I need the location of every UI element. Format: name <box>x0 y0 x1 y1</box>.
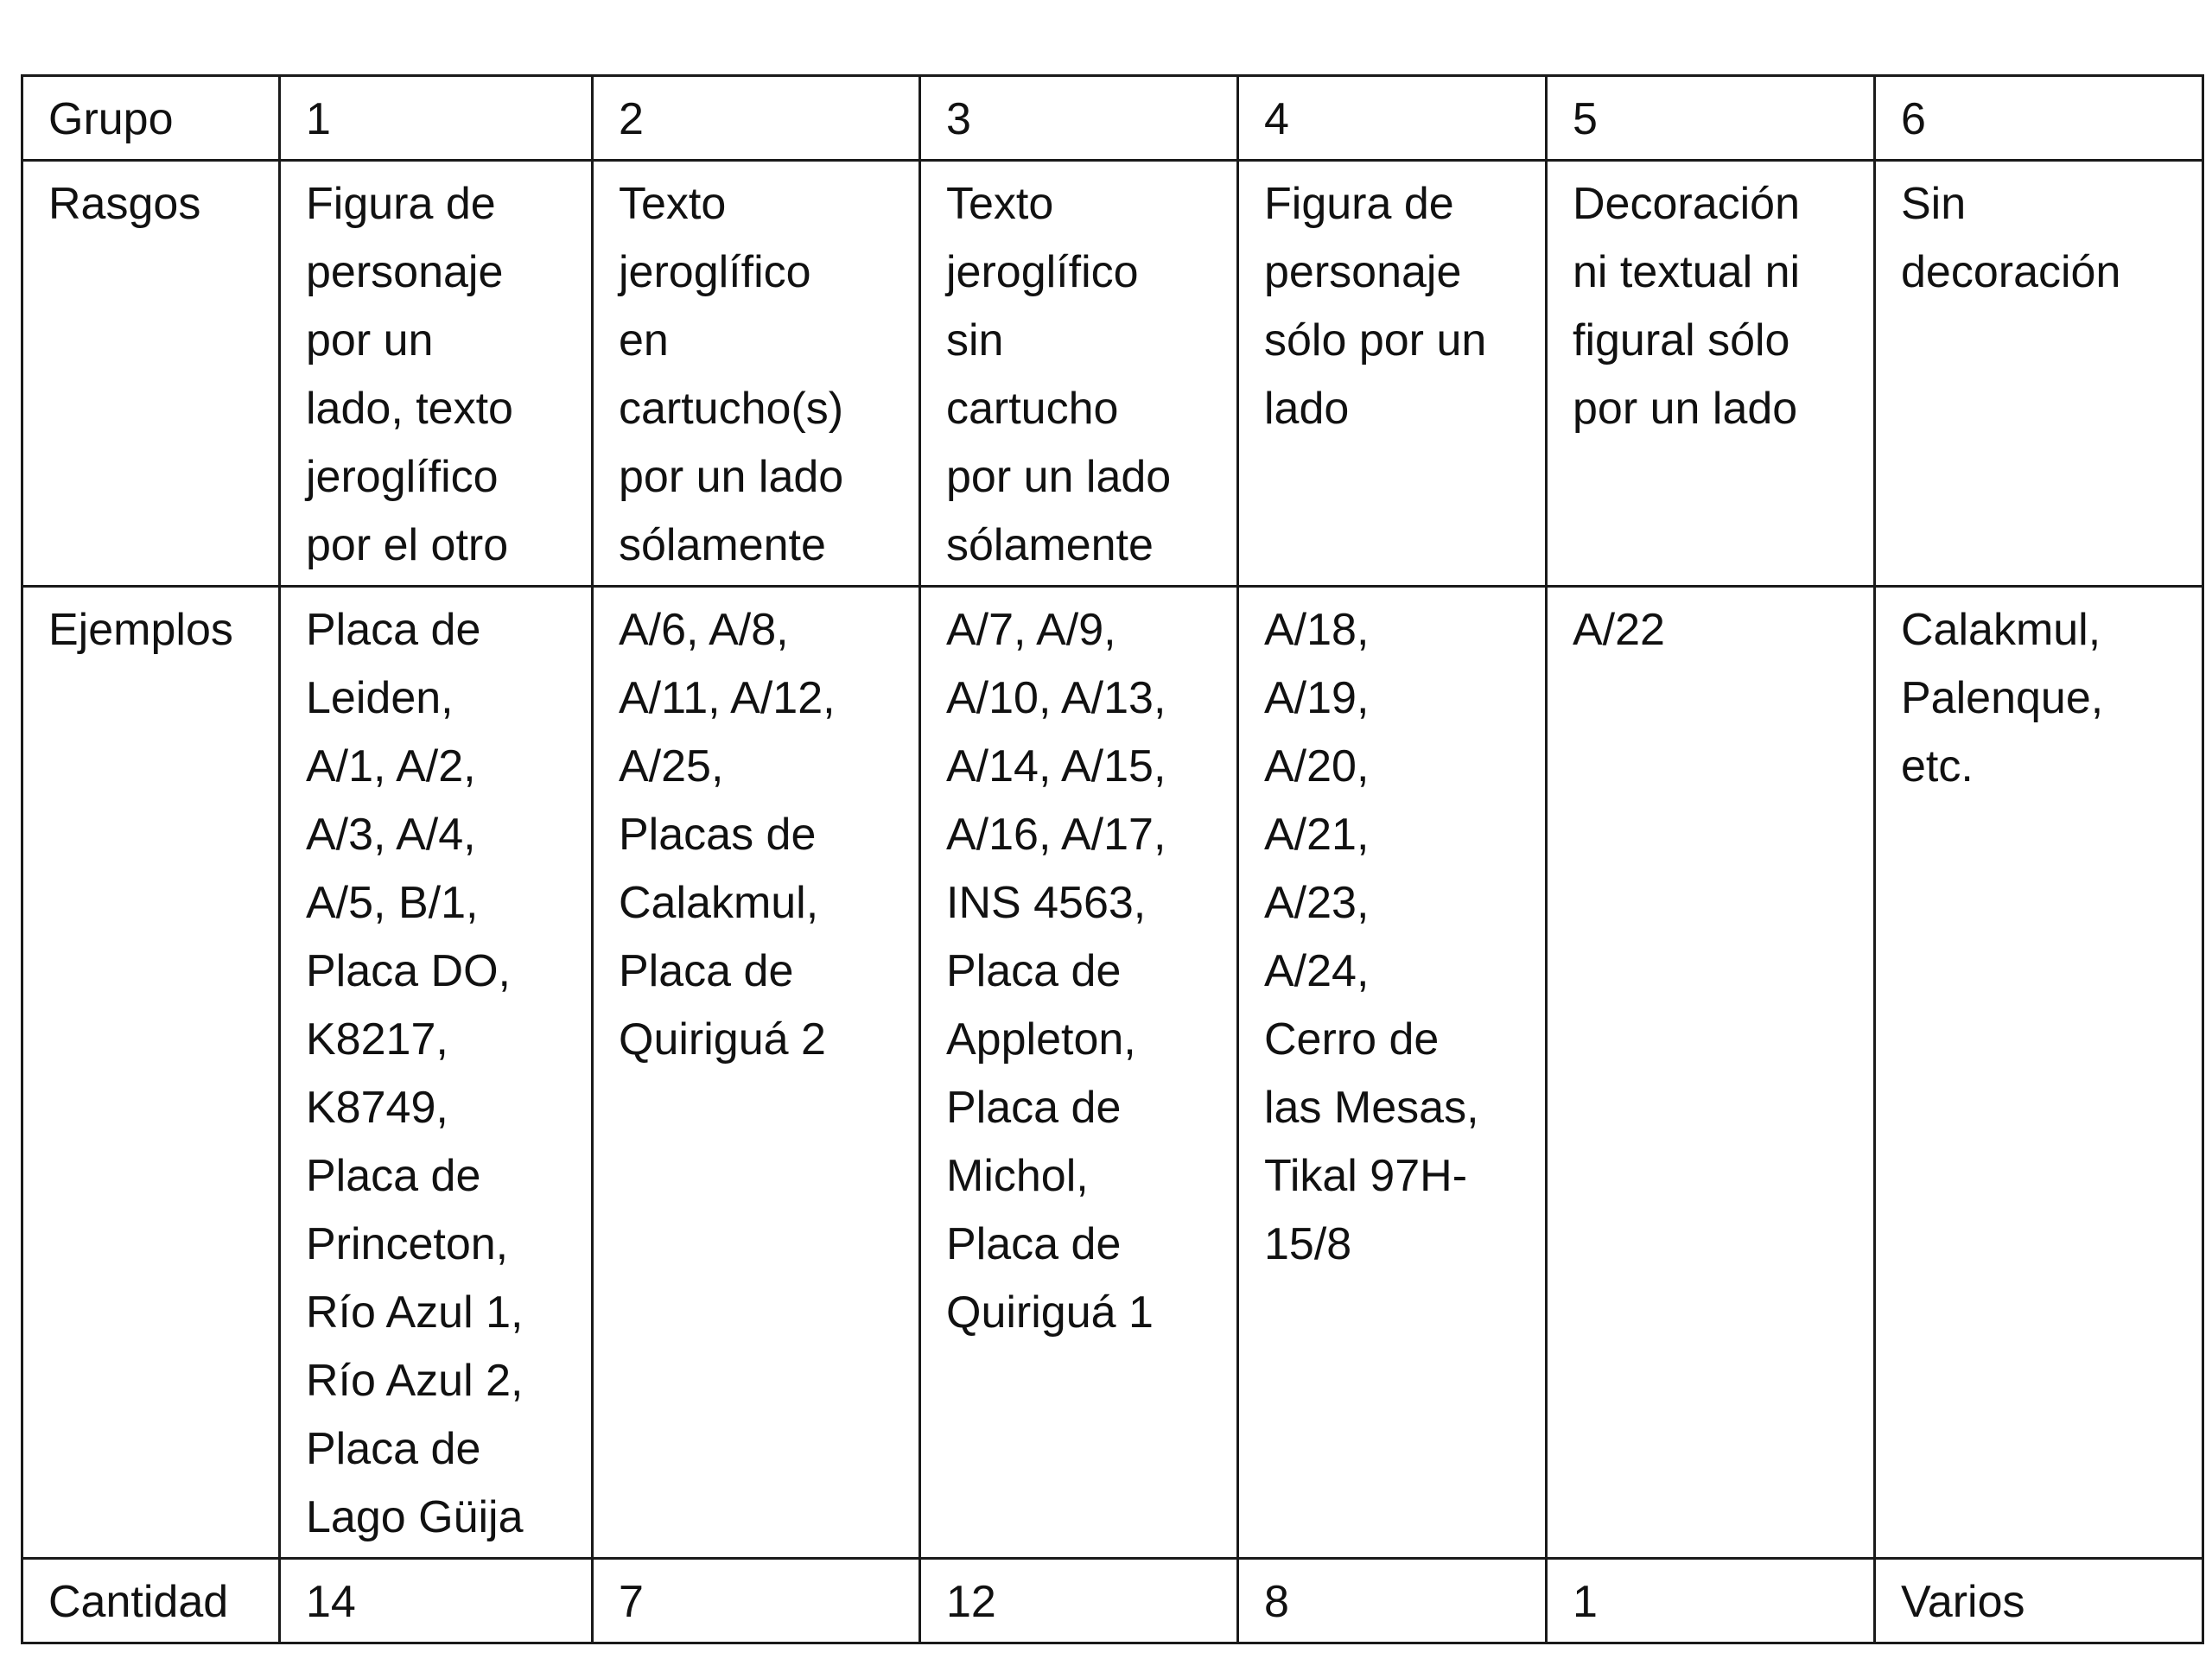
cell-line: Michol, <box>946 1151 1089 1201</box>
cell-line: lado <box>1264 384 1350 434</box>
cantidad-cell: 7 <box>593 1559 920 1643</box>
cell-line: Quiriguá 1 <box>946 1287 1154 1338</box>
group-number-cell: 6 <box>1875 76 2203 161</box>
cell-line: A/3, A/4, <box>306 810 476 860</box>
cantidad-cell: 12 <box>920 1559 1238 1643</box>
cell-line: Placa de <box>306 605 481 655</box>
cell-line: jeroglífico <box>946 247 1139 297</box>
cell-line: Placa de <box>619 946 794 996</box>
cell-line: A/5, B/1, <box>306 878 479 928</box>
cell-line: A/23, <box>1264 878 1370 928</box>
cell-line: Figura de <box>1264 179 1454 229</box>
rasgos-cell <box>920 161 1238 587</box>
cell-line: A/14, A/15, <box>946 741 1166 791</box>
cell-line: jeroglífico <box>306 452 499 502</box>
cell-line: Placa de <box>946 1219 1122 1269</box>
ejemplos-cell <box>593 587 920 1559</box>
cell-line: Calakmul, <box>619 878 819 928</box>
cell-line: A/11, A/12, <box>619 673 836 723</box>
cell-line: cartucho(s) <box>619 384 844 434</box>
ejemplos-cell <box>1547 587 1875 1559</box>
cantidad-cell: Varios <box>1875 1559 2203 1643</box>
cell-line: A/1, A/2, <box>306 741 476 791</box>
cantidad-cell: 14 <box>280 1559 593 1643</box>
cell-line: A/7, A/9, <box>946 605 1116 655</box>
cell-line: personaje <box>306 247 504 297</box>
cell-line: A/10, A/13, <box>946 673 1166 723</box>
cell-line: jeroglífico <box>619 247 811 297</box>
cell-line: sin <box>946 315 1004 365</box>
cell-line: por el otro <box>306 520 509 570</box>
cell-line: Sin <box>1901 179 1967 229</box>
row-label-grupo: Grupo <box>22 76 280 161</box>
table-row-ejemplos <box>22 587 2203 1559</box>
ejemplos-cell <box>280 587 593 1559</box>
cell-line: A/6, A/8, <box>619 605 789 655</box>
cell-line: sólo por un <box>1264 315 1487 365</box>
group-number-cell: 2 <box>593 76 920 161</box>
cell-line: las Mesas, <box>1264 1083 1479 1133</box>
cell-line: personaje <box>1264 247 1462 297</box>
cell-line: Decoración <box>1573 179 1801 229</box>
group-number-cell: 4 <box>1238 76 1547 161</box>
cell-line: A/21, <box>1264 810 1370 860</box>
cell-line: K8217, <box>306 1014 448 1065</box>
cell-line: Placa de <box>306 1151 481 1201</box>
cell-line: A/18, <box>1264 605 1370 655</box>
rasgos-cell <box>593 161 920 587</box>
ejemplos-cell <box>920 587 1238 1559</box>
cell-line: Río Azul 2, <box>306 1356 524 1406</box>
rasgos-cell <box>280 161 593 587</box>
cell-line: por un lado <box>1573 384 1798 434</box>
group-number-cell: 3 <box>920 76 1238 161</box>
table-row-rasgos <box>22 161 2203 587</box>
cell-line: lado, texto <box>306 384 513 434</box>
cell-line: A/25, <box>619 741 724 791</box>
ejemplos-cell <box>1238 587 1547 1559</box>
classification-table-container <box>21 74 2202 1644</box>
rasgos-cell <box>1875 161 2203 587</box>
cell-line: Tikal 97H- <box>1264 1151 1468 1201</box>
cell-line: Placa de <box>946 946 1122 996</box>
cell-line: por un lado <box>619 452 844 502</box>
table-row-cantidad <box>22 1559 2203 1643</box>
cell-line: Calakmul, <box>1901 605 2101 655</box>
cell-line: K8749, <box>306 1083 448 1133</box>
cell-line: Placa DO, <box>306 946 511 996</box>
row-label-cantidad: Cantidad <box>22 1559 280 1643</box>
cell-line: A/24, <box>1264 946 1370 996</box>
group-number-cell: 1 <box>280 76 593 161</box>
cantidad-cell: 1 <box>1547 1559 1875 1643</box>
cell-line: Cerro de <box>1264 1014 1440 1065</box>
cell-line: 15/8 <box>1264 1219 1352 1269</box>
cell-line: figural sólo <box>1573 315 1790 365</box>
cell-line: ni textual ni <box>1573 247 1801 297</box>
cell-line: decoración <box>1901 247 2121 297</box>
cantidad-cell: 8 <box>1238 1559 1547 1643</box>
cell-line: Río Azul 1, <box>306 1287 524 1338</box>
cell-line: Texto <box>946 179 1054 229</box>
cell-line: A/22 <box>1573 605 1665 655</box>
cell-line: Placa de <box>946 1083 1122 1133</box>
cell-line: Figura de <box>306 179 496 229</box>
cell-line: Princeton, <box>306 1219 509 1269</box>
cell-line: A/20, <box>1264 741 1370 791</box>
cell-line: Leiden, <box>306 673 454 723</box>
cell-line: Lago Güija <box>306 1492 524 1542</box>
rasgos-cell <box>1238 161 1547 587</box>
rasgos-cell <box>1547 161 1875 587</box>
cell-line: Texto <box>619 179 727 229</box>
cell-line: Placa de <box>306 1424 481 1474</box>
cell-line: por un <box>306 315 434 365</box>
cell-line: Appleton, <box>946 1014 1136 1065</box>
cell-line: etc. <box>1901 741 1974 791</box>
classification-table <box>21 74 2204 1644</box>
cell-line: Quiriguá 2 <box>619 1014 826 1065</box>
cell-line: A/16, A/17, <box>946 810 1166 860</box>
cell-line: sólamente <box>946 520 1154 570</box>
row-label-rasgos: Rasgos <box>22 161 280 587</box>
cell-line: Palenque, <box>1901 673 2104 723</box>
cell-line: en <box>619 315 669 365</box>
cell-line: INS 4563, <box>946 878 1147 928</box>
cell-line: sólamente <box>619 520 826 570</box>
cell-line: Placas de <box>619 810 817 860</box>
cell-line: por un lado <box>946 452 1172 502</box>
cell-line: cartucho <box>946 384 1119 434</box>
ejemplos-cell <box>1875 587 2203 1559</box>
row-label-ejemplos: Ejemplos <box>22 587 280 1559</box>
group-number-cell: 5 <box>1547 76 1875 161</box>
table-row-grupo <box>22 76 2203 161</box>
cell-line: A/19, <box>1264 673 1370 723</box>
